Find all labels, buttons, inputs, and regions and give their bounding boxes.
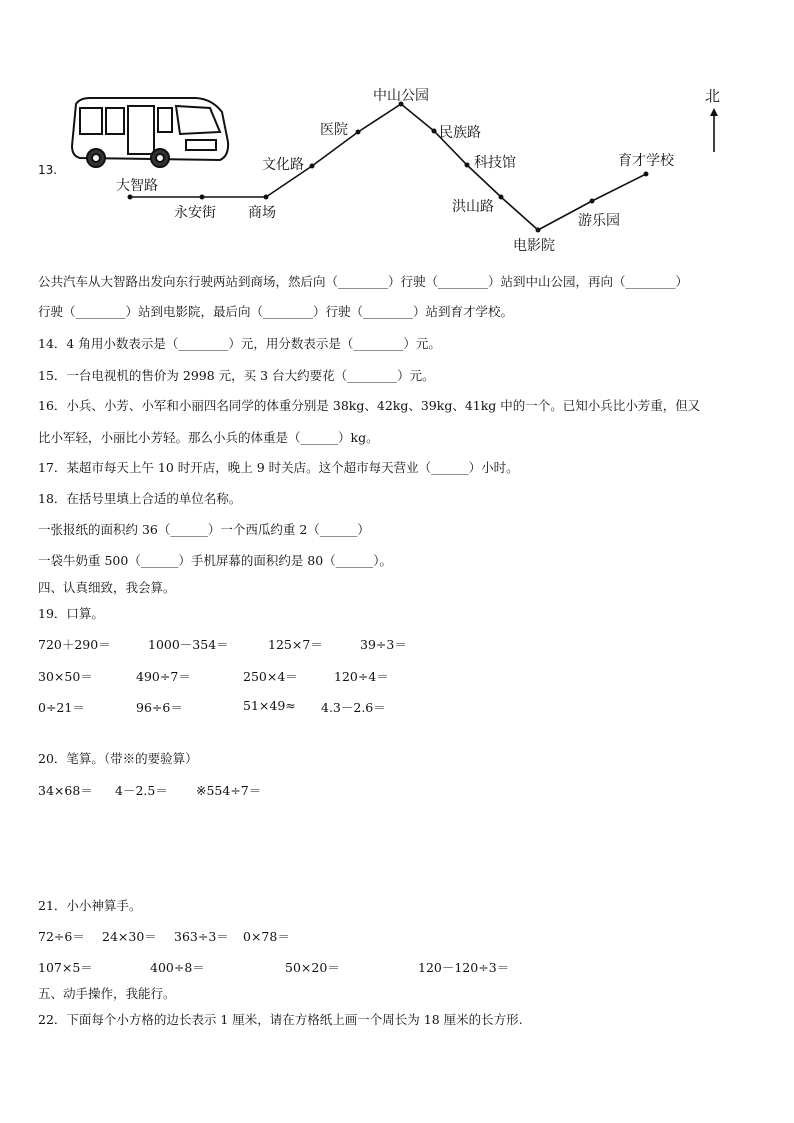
q18-line2: 一袋牛奶重 500（______）手机屏幕的面积约是 80（______）。: [38, 553, 392, 568]
stop-dot-wenhua: [310, 164, 315, 169]
q20-item: 4－2.5＝: [115, 783, 168, 798]
q21-title: 21．小小神算手。: [38, 898, 142, 913]
q19-row1-item: 1000－354＝: [148, 637, 229, 652]
section5-heading: 五、动手操作，我能行。: [38, 986, 176, 1001]
stop-dot-yongan: [200, 195, 205, 200]
q21-row2-item: 120－120÷3＝: [418, 960, 510, 975]
route-map: [0, 0, 794, 265]
q17-text: 17．某超市每天上午 10 时开店，晚上 9 时关店。这个超市每天营业（______）小时。: [38, 460, 519, 475]
q18-title: 18．在括号里填上合适的单位名称。: [38, 491, 242, 506]
q21-row1-item: 72÷6＝: [38, 929, 85, 944]
q20-item: 34×68＝: [38, 783, 93, 798]
stop-label-zhongshan: 中山公园: [373, 88, 429, 104]
q21-row1-item: 0×78＝: [243, 929, 290, 944]
stop-dot-dianying: [536, 228, 541, 233]
q20-item: ※554÷7＝: [196, 783, 262, 798]
stop-label-dianying: 电影院: [513, 238, 555, 254]
stop-dot-minzu: [432, 129, 437, 134]
stop-dot-shangchang: [264, 195, 269, 200]
q20-title: 20．笔算。（带※的要验算）: [38, 751, 198, 766]
q16-text-line1: 16．小兵、小芳、小军和小丽四名同学的体重分别是 38kg、42kg、39kg、41kg 中的一个。已知小兵比小芳重，但又: [38, 398, 701, 413]
stop-label-shangchang: 商场: [248, 205, 276, 221]
stop-label-yongan: 永安街: [174, 205, 216, 221]
stop-label-keji: 科技馆: [474, 155, 516, 171]
q16-text-line2: 比小军轻，小丽比小芳轻。那么小兵的体重是（______）kg。: [38, 430, 379, 445]
q19-row1-item: 39÷3＝: [360, 637, 407, 652]
stop-label-yiyuan: 医院: [320, 122, 348, 138]
q13-text-line1: 公共汽车从大智路出发向东行驶两站到商场，然后向（________）行驶（________）站到中山公园，再向（________）: [38, 274, 689, 289]
q21-row2-item: 107×5＝: [38, 960, 93, 975]
q18-line1: 一张报纸的面积约 36（______）一个西瓜约重 2（______）: [38, 522, 370, 537]
q19-row2-item: 30×50＝: [38, 669, 93, 684]
q19-row3-item: 4.3－2.6＝: [321, 700, 386, 715]
north-label: 北: [705, 87, 721, 105]
q19-row3-item: 96÷6＝: [136, 700, 183, 715]
q19-row3-item: 51×49≈: [243, 698, 296, 713]
q19-row2-item: 120÷4＝: [334, 669, 389, 684]
stop-dot-dazhi: [128, 195, 133, 200]
q21-row2-item: 400÷8＝: [150, 960, 205, 975]
stop-dot-yiyuan: [356, 130, 361, 135]
stop-label-yucai: 育才学校: [618, 153, 674, 169]
q21-row1-item: 24×30＝: [102, 929, 157, 944]
stop-label-hongshan: 洪山路: [452, 199, 494, 215]
q13-number: 13.: [38, 163, 58, 177]
q21-row2-item: 50×20＝: [285, 960, 340, 975]
stop-dot-yucai: [644, 172, 649, 177]
stop-label-youle: 游乐园: [578, 213, 620, 229]
stop-label-dazhi: 大智路: [116, 178, 158, 194]
q21-row1-item: 363÷3＝: [174, 929, 229, 944]
q19-row2-item: 490÷7＝: [136, 669, 191, 684]
q19-row1-item: 125×7＝: [268, 637, 323, 652]
stop-label-minzu: 民族路: [439, 125, 481, 141]
q19-row1-item: 720＋290＝: [38, 637, 111, 652]
q22-text: 22．下面每个小方格的边长表示 1 厘米，请在方格纸上画一个周长为 18 厘米的长方形.: [38, 1012, 523, 1027]
bus-icon: [72, 98, 228, 167]
q19-row3-item: 0÷21＝: [38, 700, 85, 715]
stop-dot-keji: [465, 163, 470, 168]
q15-text: 15．一台电视机的售价为 2998 元，买 3 台大约要花（________）元。: [38, 368, 435, 383]
stop-label-wenhua: 文化路: [262, 157, 304, 173]
q19-row2-item: 250×4＝: [243, 669, 298, 684]
q13-text-line2: 行驶（________）站到电影院，最后向（________）行驶（________）站到育才学校。: [38, 304, 514, 319]
q19-title: 19．口算。: [38, 606, 104, 621]
section4-heading: 四、认真细致，我会算。: [38, 580, 176, 595]
stop-dot-hongshan: [499, 195, 504, 200]
q14-text: 14．4 角用小数表示是（________）元，用分数表示是（________）元。: [38, 336, 441, 351]
stop-dot-youle: [590, 199, 595, 204]
